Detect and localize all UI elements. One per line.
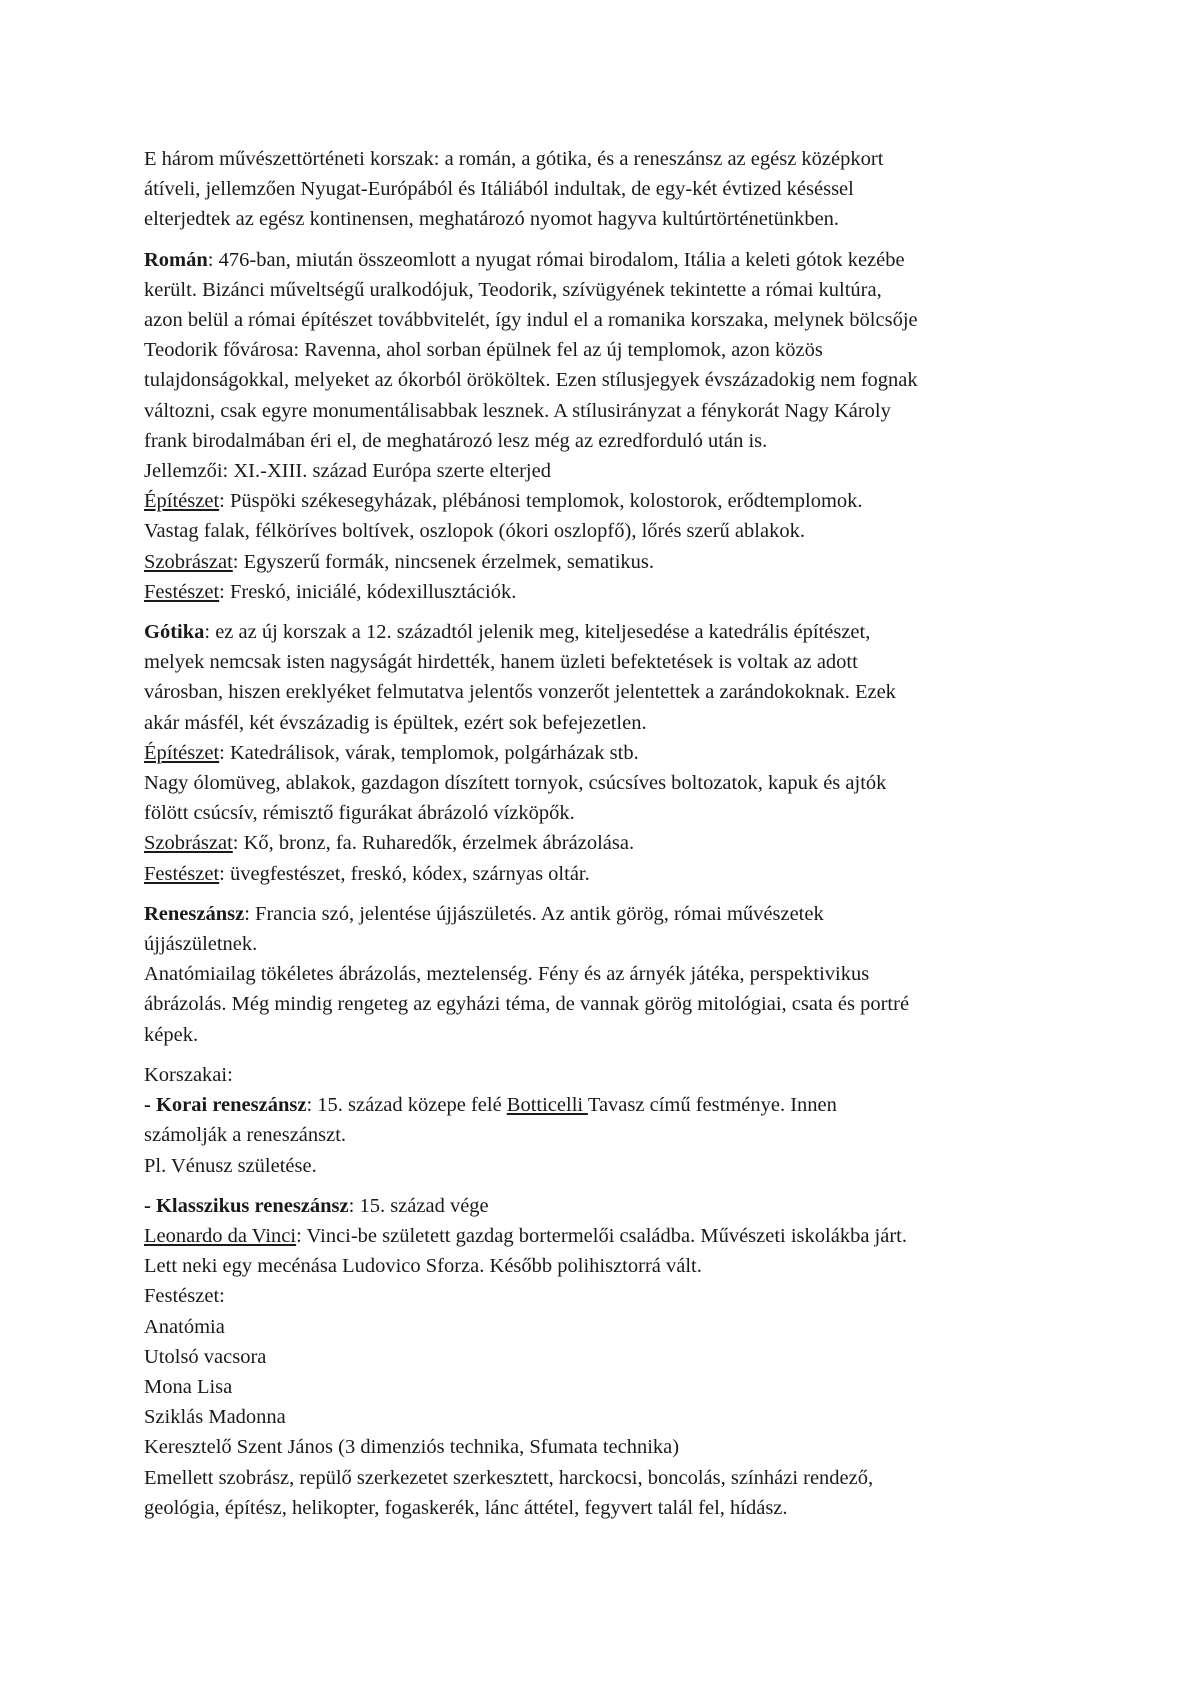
- text-line: Román: 476-ban, miután összeomlott a nyugat római birodalom, Itália a keleti gótok kezébe: [144, 248, 905, 271]
- text-line: - Korai reneszánsz: 15. század közepe felé Botticelli Tavasz című festménye. Innen: [144, 1094, 837, 1117]
- gotika-section: [144, 617, 1074, 889]
- gotika-heading: Gótika: [144, 621, 205, 644]
- document-page: [144, 144, 1074, 1533]
- text-line: Szobrászat: Egyszerű formák, nincsenek érzelmek, sematikus.: [144, 550, 655, 573]
- text-line: képek.: [144, 1023, 199, 1046]
- text-line: változni, csak egyre monumentálisabbak lesznek. A stílusirányzat a fénykorát Nagy Károly: [144, 399, 891, 422]
- text-line: újjászületnek.: [144, 933, 258, 956]
- roman-section: [144, 245, 1074, 607]
- korszakai-section: [144, 1060, 1074, 1181]
- gotika-epiteszet-label: Építészet: [144, 741, 220, 764]
- korai-reneszansz-heading: Korai reneszánsz: [155, 1094, 307, 1117]
- roman-festeszet-label: Festészet: [144, 580, 220, 603]
- text-line: városban, hiszen ereklyéket felmutatva jelentős vonzerőt jelentettek a zarándokoknak. Ezek: [144, 681, 896, 704]
- intro-paragraph: [144, 144, 1074, 235]
- gotika-festeszet-label: Festészet: [144, 862, 220, 885]
- text-line: Festészet:: [144, 1285, 225, 1308]
- reneszansz-section: [144, 899, 1074, 1050]
- text-line: melyek nemcsak isten nagyságát hirdették, hanem üzleti befektetések is voltak az adott: [144, 651, 858, 674]
- botticelli-link: Botticelli: [506, 1094, 588, 1117]
- text-line: Nagy ólomüveg, ablakok, gazdagon díszített tornyok, csúcsíves boltozatok, kapuk és ajtók: [144, 772, 887, 795]
- list-item: Mona Lisa: [144, 1375, 233, 1398]
- reneszansz-heading: Reneszánsz: [144, 902, 245, 925]
- text-line: Teodorik fővárosa: Ravenna, ahol sorban épülnek fel az új templomok, azon közös: [144, 339, 823, 362]
- text-line: Pl. Vénusz születése.: [144, 1154, 317, 1177]
- klasszikus-reneszansz-heading: Klasszikus reneszánsz: [155, 1194, 349, 1217]
- text-line: akár másfél, két évszázadig is épültek, ezért sok befejezetlen.: [144, 711, 647, 734]
- text-line: Festészet: Freskó, iniciálé, kódexillusztációk.: [144, 580, 517, 603]
- text-line: ábrázolás. Még mindig rengeteg az egyházi téma, de vannak görög mitológiai, csata és portré: [144, 993, 910, 1016]
- text-line: Gótika: ez az új korszak a 12. századtól jelenik meg, kiteljesedése a katedrális építészet,: [144, 621, 871, 644]
- klasszikus-section: [144, 1191, 1074, 1523]
- list-item: Anatómia: [144, 1315, 225, 1338]
- text-line: azon belül a római építészet továbbvitelét, így indul el a romanika korszaka, melynek bölcsője: [144, 309, 918, 332]
- text-line: Építészet: Katedrálisok, várak, templomok, polgárházak stb.: [144, 741, 639, 764]
- text-line: átíveli, jellemzően Nyugat-Európából és Itáliából indultak, de egy-két évtized késéssel: [144, 178, 854, 201]
- gotika-szobraszat-label: Szobrászat: [144, 832, 233, 855]
- roman-epiteszet-label: Építészet: [144, 490, 220, 513]
- text-line: E három művészettörténeti korszak: a román, a gótika, és a reneszánsz az egész középkort: [144, 148, 884, 170]
- text-line: fölött csúcsív, rémisztő figurákat ábrázoló vízköpők.: [144, 802, 575, 825]
- text-line: került. Bizánci műveltségű uralkodójuk, Teodorik, szívügyének tekintette a római kultúra,: [144, 278, 882, 301]
- text-line: - Klasszikus reneszánsz: 15. század vége: [144, 1194, 489, 1217]
- roman-szobraszat-label: Szobrászat: [144, 550, 233, 573]
- text-line: Leonardo da Vinci: Vinci-be született gazdag bortermelői családba. Művészeti iskolákba járt.: [144, 1224, 907, 1247]
- text-line: Szobrászat: Kő, bronz, fa. Ruharedők, érzelmek ábrázolása.: [144, 832, 635, 855]
- list-item: Keresztelő Szent János (3 dimenziós technika, Sfumata technika): [144, 1436, 680, 1459]
- text-line: Emellett szobrász, repülő szerkezetet szerkesztett, harckocsi, boncolás, színházi rendező,: [144, 1466, 874, 1489]
- text-line: tulajdonságokkal, melyeket az ókorból örököltek. Ezen stílusjegyek évszázadokig nem fognak: [144, 369, 918, 392]
- leonardo-label: Leonardo da Vinci: [144, 1224, 297, 1247]
- list-item: Sziklás Madonna: [144, 1406, 286, 1429]
- text-line: Anatómiailag tökéletes ábrázolás, meztelenség. Fény és az árnyék játéka, perspektivikus: [144, 963, 870, 986]
- text-line: elterjedtek az egész kontinensen, meghatározó nyomot hagyva kultúrtörténetünkben.: [144, 208, 840, 231]
- text-line: Lett neki egy mecénása Ludovico Sforza. Később polihisztorrá vált.: [144, 1255, 702, 1278]
- text-line: Építészet: Püspöki székesegyházak, plébánosi templomok, kolostorok, erődtemplomok.: [144, 490, 863, 513]
- roman-heading: Román: [144, 248, 208, 271]
- text-line: Vastag falak, félköríves boltívek, oszlopok (ókori oszlopfő), lőrés szerű ablakok.: [144, 520, 805, 543]
- text-line: geológia, építész, helikopter, fogaskerék, lánc áttétel, fegyvert talál fel, hídász.: [144, 1496, 788, 1519]
- text-line: számolják a reneszánszt.: [144, 1124, 347, 1147]
- list-item: Utolsó vacsora: [144, 1345, 267, 1368]
- korszakai-label: Korszakai:: [144, 1063, 233, 1086]
- text-line: Festészet: üvegfestészet, freskó, kódex, szárnyas oltár.: [144, 862, 590, 885]
- text-line: Reneszánsz: Francia szó, jelentése újjászületés. Az antik görög, római művészetek: [144, 902, 824, 925]
- text-line: frank birodalmában éri el, de meghatározó lesz még az ezredforduló után is.: [144, 429, 768, 452]
- text-line: Jellemzői: XI.-XIII. század Európa szerte elterjed: [144, 460, 551, 483]
